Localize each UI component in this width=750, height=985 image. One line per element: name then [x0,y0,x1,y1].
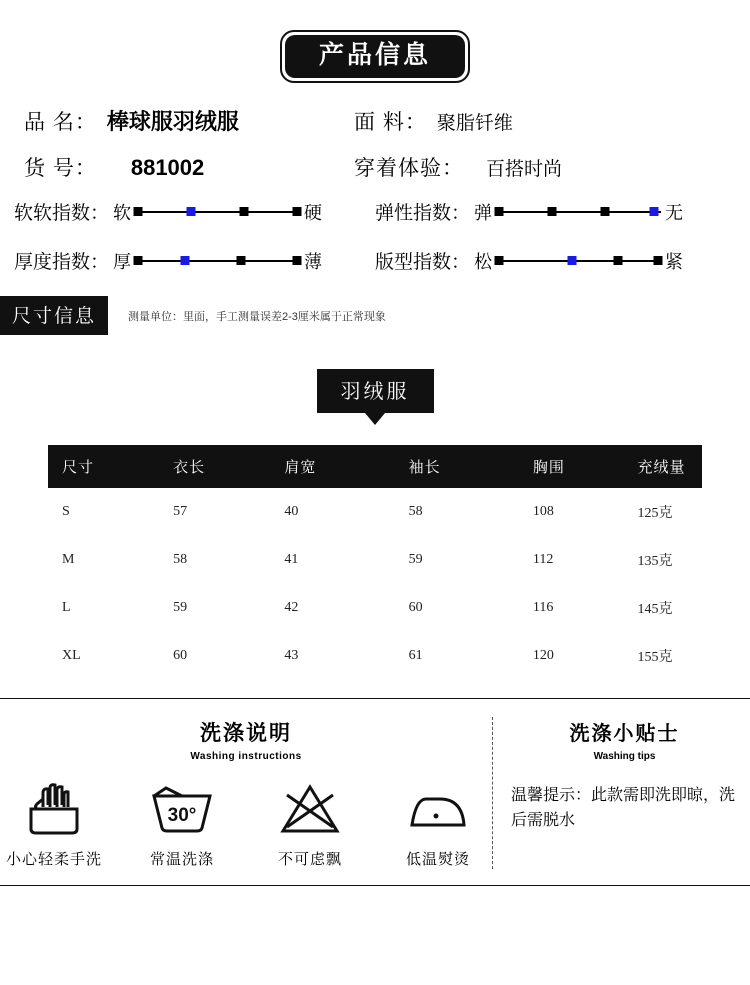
washing-item [389,778,487,869]
slider-label-elasticity: 弹性指数： [375,203,471,224]
table-cell: L [62,600,71,615]
table-cell: 116 [532,600,554,615]
table-cell: 61 [408,648,423,663]
slider-tick [134,256,143,265]
slider-line [135,260,300,262]
table-header-cell: 袖长 [395,445,519,488]
slider-tick [495,256,504,265]
table-cell: 108 [532,504,554,519]
table-row [48,584,702,632]
hand-wash-icon [5,778,103,840]
info-cell-code [24,152,354,182]
table-cell: 60 [173,648,188,663]
slider-start-thickness: 厚 [113,251,132,272]
slider-line [496,211,661,213]
slider-track-thickness [135,254,300,268]
table-cell: 59 [408,552,423,567]
table-cell: 41 [284,552,299,567]
table-cell: 57 [173,504,188,519]
slider-end-fit: 紧 [665,251,684,272]
slider-track-fit [496,254,661,268]
info-value-name: 棒球服羽绒服 [106,109,239,134]
table-cell: 120 [532,648,554,663]
info-label-fabric: 面 料： [354,111,427,134]
table-header-cell: 充绒量 [623,445,702,488]
slider-fit [375,247,736,274]
slider-softness [14,198,375,225]
slider-end-softness: 硬 [304,202,323,223]
slider-label-fit: 版型指数： [375,252,471,273]
washing-item [261,778,359,869]
washing-item-caption: 不可虑飘 [277,851,342,868]
table-header-row [48,445,702,488]
washing-tips-lead: 温馨提示： [511,787,592,804]
slider-label-softness: 软软指数： [14,203,110,224]
wash-30-icon [133,778,231,840]
table-header-cell: 衣长 [159,445,270,488]
table-header-cell: 尺寸 [48,445,159,488]
info-cell-name [24,105,354,136]
slider-elasticity [375,198,736,225]
table-cell: 112 [532,552,554,567]
table-cell: 43 [284,648,299,663]
info-cell-experience [354,152,562,182]
washing-title: 洗涤说明 [200,722,292,745]
washing-subtitle: Washing instructions [190,751,302,762]
product-info-block [0,105,750,182]
slider-row [14,247,736,274]
info-value-code: 881002 [130,155,205,180]
table-cell: S [62,504,70,519]
size-table-plate: 羽绒服 [317,369,434,413]
slider-tick-active [567,256,576,265]
slider-tick [239,207,248,216]
table-cell: XL [62,648,81,663]
washing-tips-title: 洗涤小贴士 [569,723,680,745]
low-iron-icon [389,778,487,840]
table-cell: 58 [173,552,188,567]
info-cell-fabric [354,106,513,136]
table-cell: 135克 [637,554,673,569]
slider-line [496,260,661,262]
info-label-code: 货 号： [24,157,97,180]
slider-tick [653,256,662,265]
table-cell: 60 [408,600,423,615]
table-cell: M [62,552,75,567]
slider-tick [134,207,143,216]
slider-start-fit: 松 [474,251,493,272]
washing-item-caption: 常温洗涤 [149,851,214,868]
slider-end-thickness: 薄 [304,251,323,272]
size-table [48,445,702,680]
slider-line [135,211,300,213]
washing-item-caption: 低温熨烫 [405,851,470,868]
slider-track-elasticity [496,205,661,219]
table-cell: 42 [284,600,299,615]
slider-track-softness [135,205,300,219]
size-section-header [0,296,750,335]
slider-end-elasticity: 无 [665,202,684,223]
slider-label-thickness: 厚度指数： [14,252,110,273]
slider-start-elasticity: 弹 [474,202,493,223]
title-inner-plate [285,35,465,78]
info-label-experience: 穿着体验： [354,157,464,180]
washing-item-caption: 小心轻柔手洗 [5,851,102,868]
page-title-banner [0,30,750,83]
slider-thickness [14,247,375,274]
washing-icon-row [0,778,492,869]
slider-tick-active [180,256,189,265]
size-table-wrap [0,445,750,680]
slider-tick [614,256,623,265]
info-row [24,152,726,182]
slider-tick-active [650,207,659,216]
washing-item [5,778,103,869]
page-title: 产品信息 [318,41,431,69]
washing-tips-block [492,717,750,869]
slider-tick [236,256,245,265]
slider-tick [495,207,504,216]
index-sliders [0,198,750,274]
svg-text:30°: 30° [167,805,197,826]
table-row [48,632,702,680]
size-table-plate-wrap [0,369,750,413]
washing-tips-subtitle: Washing tips [593,751,656,762]
slider-tick [548,207,557,216]
slider-tick-active [187,207,196,216]
table-cell: 59 [173,600,188,615]
table-header-cell: 肩宽 [270,445,394,488]
slider-tick [292,256,301,265]
title-outer-frame [280,30,470,83]
washing-tips-text: 此款需即洗即晾，洗后需脱水 [511,787,736,829]
table-row [48,536,702,584]
info-row [24,105,726,136]
info-value-fabric: 聚脂钎维 [436,113,513,134]
table-header-cell: 胸围 [519,445,624,488]
size-section-tag: 尺寸信息 [0,296,108,335]
slider-start-softness: 软 [113,202,132,223]
info-value-experience: 百搭时尚 [486,159,563,180]
washing-item [133,778,231,869]
info-label-name: 品 名： [24,111,97,134]
size-section-note: 测量单位：里面，手工测量误差2-3厘米属于正常现象 [128,310,386,323]
table-row [48,488,702,536]
no-bleach-icon [261,778,359,840]
table-cell: 58 [408,504,423,519]
table-cell: 155克 [637,650,673,665]
washing-section [0,698,750,886]
slider-tick [292,207,301,216]
washing-tips-body [499,784,750,834]
slider-row [14,198,736,225]
washing-instructions-block [0,717,492,869]
slider-tick [600,207,609,216]
table-cell: 145克 [637,602,673,617]
table-cell: 40 [284,504,299,519]
table-cell: 125克 [637,506,673,521]
